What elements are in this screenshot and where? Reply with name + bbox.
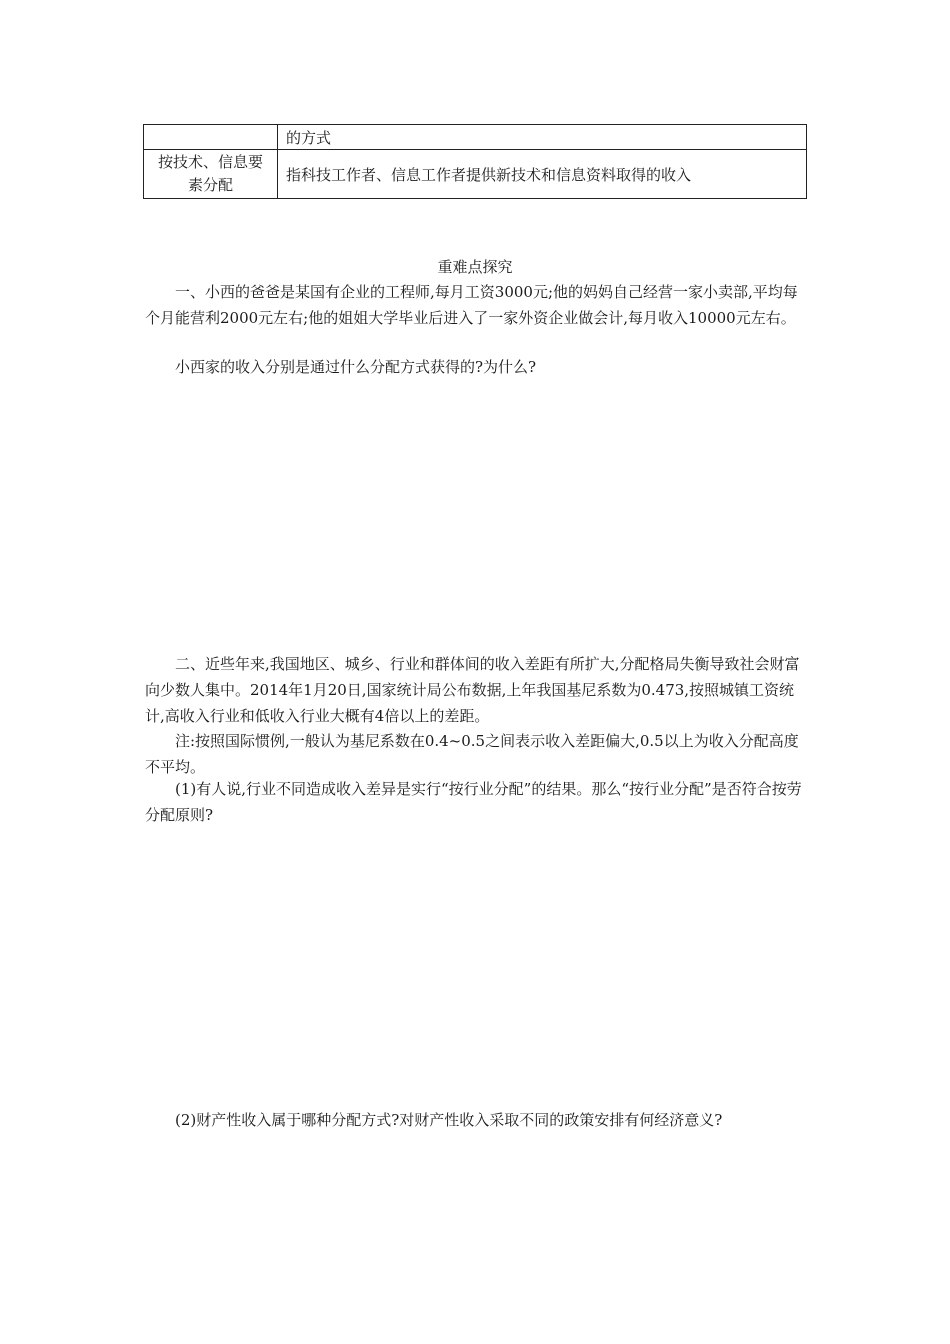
question-one-prompt: 小西家的收入分别是通过什么分配方式获得的?为什么? <box>175 358 537 376</box>
section-title: 重难点探究 <box>437 258 513 276</box>
table-cell-description: 的方式 <box>278 125 807 150</box>
question-two-sub-two: (2)财产性收入属于哪种分配方式?对财产性收入采取不同的政策安排有何经济意义? <box>175 1111 723 1129</box>
table-cell-category <box>144 125 278 150</box>
question-one-text: 一、小西的爸爸是某国有企业的工程师,每月工资3000元;他的妈妈自己经营一家小卖部,平均每个月能营利2000元左右;他的姐姐大学毕业后进入了一家外资企业做会计,每月收入10000元左右。 <box>145 283 798 327</box>
question-two-text: 二、近些年来,我国地区、城乡、行业和群体间的收入差距有所扩大,分配格局失衡导致社会财富向少数人集中。2014年1月20日,国家统计局公布数据,上年我国基尼系数为0.473,按照城镇工资统计,高收入行业和低收入行业大概有4倍以上的差距。 <box>145 655 800 725</box>
table-row <box>144 125 807 150</box>
distribution-table <box>143 124 807 199</box>
question-two-sub-one: (1)有人说,行业不同造成收入差异是实行“按行业分配”的结果。那么“按行业分配”是否符合按劳分配原则? <box>145 780 802 824</box>
table-row <box>144 150 807 199</box>
table-cell-description: 指科技工作者、信息工作者提供新技术和信息资料取得的收入 <box>278 150 807 199</box>
table-cell-category: 按技术、信息要素分配 <box>144 150 278 199</box>
question-two-note: 注:按照国际惯例,一般认为基尼系数在0.4~0.5之间表示收入差距偏大,0.5以上为收入分配高度不平均。 <box>145 732 799 776</box>
